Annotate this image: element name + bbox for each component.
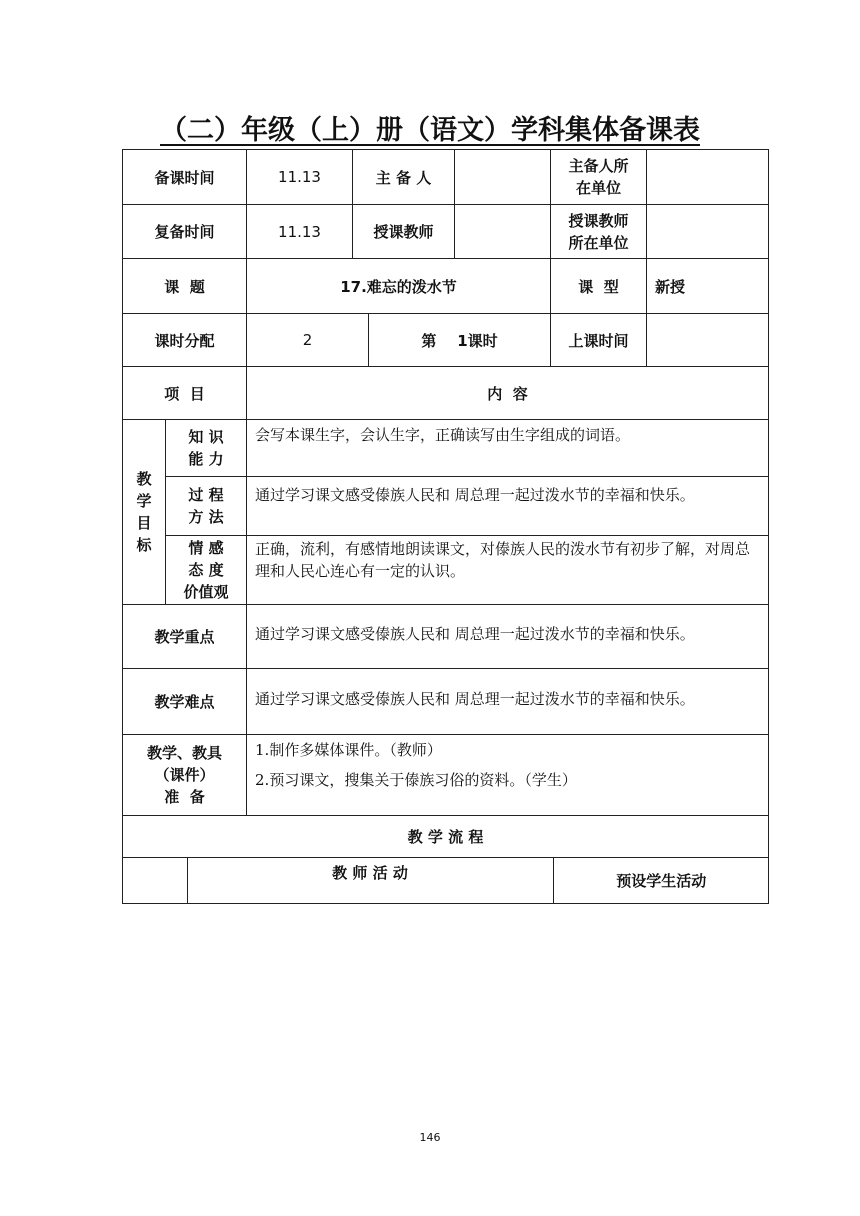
row-review-time bbox=[123, 205, 769, 259]
label-prep-time: 备课时间 bbox=[123, 150, 247, 205]
value-prep-time: 11.13 bbox=[247, 150, 353, 205]
label-lead-preparer-unit bbox=[551, 150, 647, 205]
preparation-item-1: 1.制作多媒体课件。（教师） bbox=[255, 741, 442, 759]
goal-label-process-line2: 方 法 bbox=[188, 508, 224, 526]
value-lesson-type: 新授 bbox=[647, 259, 769, 314]
value-teacher-unit bbox=[647, 205, 769, 259]
flow-header-table bbox=[123, 858, 769, 903]
content-key-point: 通过学习课文感受傣族人民和 周总理一起过泼水节的幸福和快乐。 bbox=[247, 605, 769, 669]
label-content: 内 容 bbox=[247, 367, 769, 420]
goal-label-process bbox=[166, 477, 247, 536]
label-teacher: 授课教师 bbox=[353, 205, 455, 259]
value-teacher bbox=[455, 205, 551, 259]
label-preparation-line3: 准 备 bbox=[164, 788, 205, 806]
goal-content-knowledge: 会写本课生字，会认生字，正确读写由生字组成的词语。 bbox=[247, 420, 769, 477]
teaching-flow-title: 教 学 流 程 bbox=[123, 816, 769, 858]
goal-row-knowledge bbox=[123, 420, 769, 477]
goal-label-knowledge-line2: 能 力 bbox=[188, 450, 224, 468]
label-item: 项 目 bbox=[123, 367, 247, 420]
goal-content-emotion: 正确，流利，有感情地朗读课文，对傣族人民的泼水节有初步了解，对周总理和人民心连心有一定的认识。 bbox=[247, 536, 769, 605]
label-difficulty: 教学难点 bbox=[123, 669, 247, 735]
goal-label-emotion bbox=[166, 536, 247, 605]
label-preparation-line2: （课件） bbox=[154, 766, 215, 784]
label-lead-preparer-unit-line2: 在单位 bbox=[576, 179, 622, 197]
value-lead-preparer-unit bbox=[647, 150, 769, 205]
goal-label-knowledge-line1: 知 识 bbox=[188, 428, 224, 446]
flow-teacher-activity: 教 师 活 动 bbox=[187, 858, 553, 903]
value-lead-preparer bbox=[455, 150, 551, 205]
value-periods: 2 bbox=[247, 314, 369, 367]
content-preparation bbox=[247, 735, 769, 816]
goals-char-1: 教 bbox=[136, 470, 152, 488]
page-number: 146 bbox=[419, 1131, 441, 1144]
row-difficulty bbox=[123, 669, 769, 735]
label-class-time: 上课时间 bbox=[551, 314, 647, 367]
content-difficulty: 通过学习课文感受傣族人民和 周总理一起过泼水节的幸福和快乐。 bbox=[247, 669, 769, 735]
row-key-point bbox=[123, 605, 769, 669]
value-topic: 17.难忘的泼水节 bbox=[247, 259, 551, 314]
row-item-header bbox=[123, 367, 769, 420]
label-teacher-unit-line2: 所在单位 bbox=[568, 233, 629, 252]
label-lead-preparer-unit-line1: 主备人所 bbox=[568, 157, 629, 175]
row-topic bbox=[123, 259, 769, 314]
label-lesson-type: 课 型 bbox=[551, 259, 647, 314]
goal-label-process-line1: 过 程 bbox=[188, 486, 224, 504]
goals-char-2: 学 bbox=[136, 492, 152, 510]
label-teacher-unit bbox=[551, 205, 647, 259]
value-review-time: 11.13 bbox=[247, 205, 353, 259]
preparation-item-2: 2.预习课文，搜集关于傣族习俗的资料。（学生） bbox=[255, 771, 577, 789]
value-class-time bbox=[647, 314, 769, 367]
label-teacher-unit-line1: 授课教师 bbox=[568, 211, 629, 230]
goal-label-emotion-line2: 态 度 bbox=[188, 561, 224, 579]
label-period-number: 第 1课时 bbox=[369, 314, 551, 367]
label-review-time: 复备时间 bbox=[123, 205, 247, 259]
goal-row-emotion bbox=[123, 536, 769, 605]
label-periods: 课时分配 bbox=[123, 314, 247, 367]
row-flow-header bbox=[123, 858, 769, 904]
goal-content-process: 通过学习课文感受傣族人民和 周总理一起过泼水节的幸福和快乐。 bbox=[247, 477, 769, 536]
flow-blank-cell bbox=[123, 858, 187, 903]
goal-label-emotion-line3: 价值观 bbox=[183, 583, 229, 601]
goal-label-emotion-line1: 情 感 bbox=[188, 539, 224, 557]
goals-char-3: 目 bbox=[136, 514, 152, 532]
label-preparation-line1: 教学、教具 bbox=[147, 744, 223, 762]
label-preparation bbox=[123, 735, 247, 816]
row-teaching-flow bbox=[123, 816, 769, 858]
label-topic: 课 题 bbox=[123, 259, 247, 314]
lesson-plan-table bbox=[122, 149, 769, 904]
label-key-point: 教学重点 bbox=[123, 605, 247, 669]
flow-student-activity: 预设学生活动 bbox=[616, 872, 707, 890]
goal-row-process bbox=[123, 477, 769, 536]
row-prep-time bbox=[123, 150, 769, 205]
teaching-goals-label bbox=[123, 420, 166, 605]
goals-char-4: 标 bbox=[136, 536, 152, 554]
goal-label-knowledge bbox=[166, 420, 247, 477]
label-lead-preparer: 主 备 人 bbox=[353, 150, 455, 205]
row-preparation bbox=[123, 735, 769, 816]
document-title: （二）年级（上）册（语文）学科集体备课表 bbox=[160, 115, 700, 146]
row-periods bbox=[123, 314, 769, 367]
